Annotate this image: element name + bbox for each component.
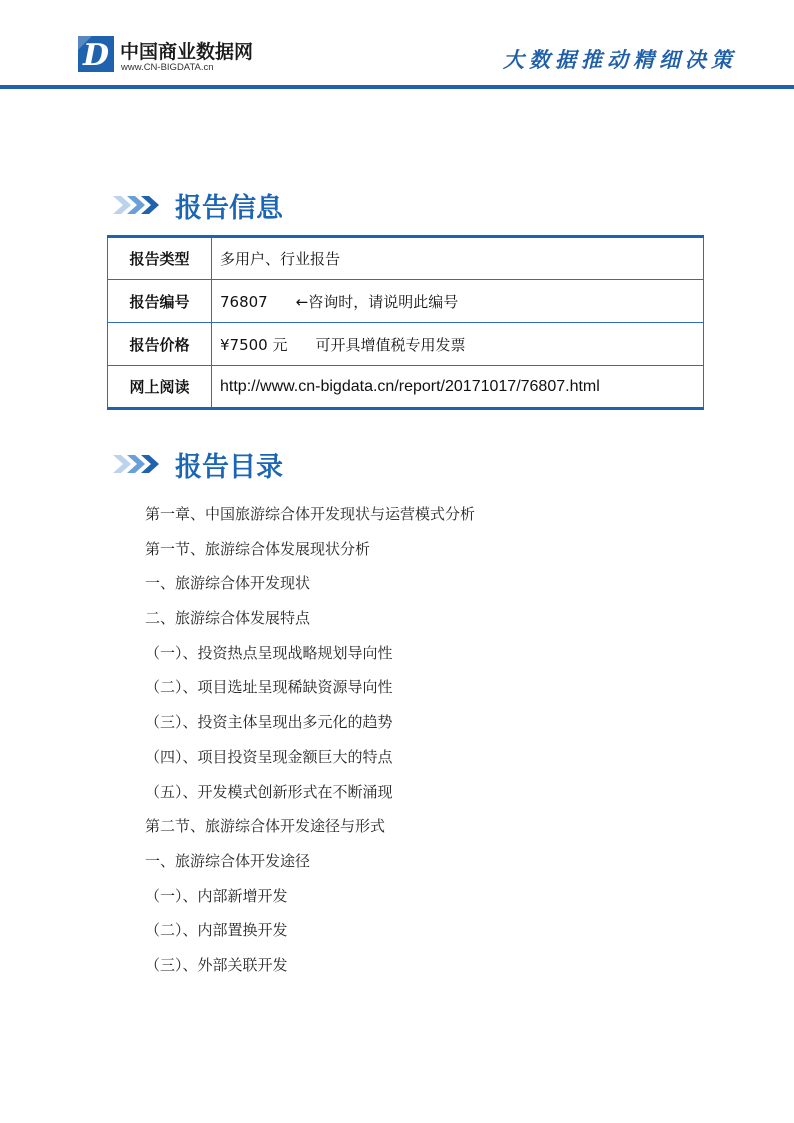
triple-chevron-icon bbox=[113, 453, 163, 475]
logo-url: www.CN-BIGDATA.cn bbox=[121, 62, 214, 73]
toc-item: （二）、项目选址呈现稀缺资源导向性 bbox=[145, 678, 393, 697]
section-title: 报告信息 bbox=[175, 192, 283, 224]
table-row bbox=[108, 366, 704, 409]
logo-letter: D bbox=[82, 38, 110, 72]
report-url-link[interactable]: http://www.cn-bigdata.cn/report/20171017/76807.html bbox=[220, 378, 600, 395]
row-key: 报告价格 bbox=[108, 323, 212, 366]
page-header bbox=[0, 0, 794, 92]
report-number-value: 76807 bbox=[220, 292, 268, 311]
row-value bbox=[212, 237, 704, 280]
row-value bbox=[212, 366, 704, 409]
row-key: 报告编号 bbox=[108, 280, 212, 323]
report-info-table bbox=[107, 235, 704, 410]
table-of-contents bbox=[145, 502, 475, 988]
report-type-value: 多用户、行业报告 bbox=[220, 250, 341, 268]
table-row bbox=[108, 280, 704, 323]
section-title: 报告目录 bbox=[175, 451, 283, 483]
logo-icon bbox=[78, 36, 114, 72]
header-slogan: 大数据推动精细决策 bbox=[503, 47, 737, 72]
row-key: 网上阅读 bbox=[108, 366, 212, 409]
toc-item: （三）、外部关联开发 bbox=[145, 955, 288, 974]
logo-name: 中国商业数据网 bbox=[120, 41, 254, 63]
toc-item: 一、旅游综合体开发途径 bbox=[145, 851, 311, 870]
toc-item: 第二节、旅游综合体开发途径与形式 bbox=[145, 817, 386, 836]
toc-item: 一、旅游综合体开发现状 bbox=[145, 574, 311, 593]
report-price-value: ¥7500 元 bbox=[220, 335, 288, 354]
row-key: 报告类型 bbox=[108, 237, 212, 280]
toc-item: （一）、内部新增开发 bbox=[145, 886, 288, 905]
section-heading-report-info bbox=[113, 187, 283, 223]
toc-item: 二、旅游综合体发展特点 bbox=[145, 609, 311, 628]
toc-item: 第一章、中国旅游综合体开发现状与运营模式分析 bbox=[145, 505, 476, 523]
row-value bbox=[212, 323, 704, 366]
table-row bbox=[108, 237, 704, 280]
toc-item: （四）、项目投资呈现金额巨大的特点 bbox=[145, 747, 393, 766]
toc-item: （三）、投资主体呈现出多元化的趋势 bbox=[145, 713, 393, 732]
row-value bbox=[212, 280, 704, 323]
report-number-note: ←咨询时，请说明此编号 bbox=[295, 292, 459, 311]
toc-item: （一）、投资热点呈现战略规划导向性 bbox=[145, 643, 393, 662]
table-row bbox=[108, 323, 704, 366]
toc-item: 第一节、旅游综合体发展现状分析 bbox=[145, 539, 371, 558]
triple-chevron-icon bbox=[113, 194, 163, 216]
toc-item: （五）、开发模式创新形式在不断涌现 bbox=[145, 782, 393, 801]
header-divider bbox=[0, 85, 794, 89]
section-heading-toc bbox=[113, 446, 283, 482]
report-price-note: 可开具增值税专用发票 bbox=[315, 335, 466, 354]
toc-item: （二）、内部置换开发 bbox=[145, 921, 288, 940]
